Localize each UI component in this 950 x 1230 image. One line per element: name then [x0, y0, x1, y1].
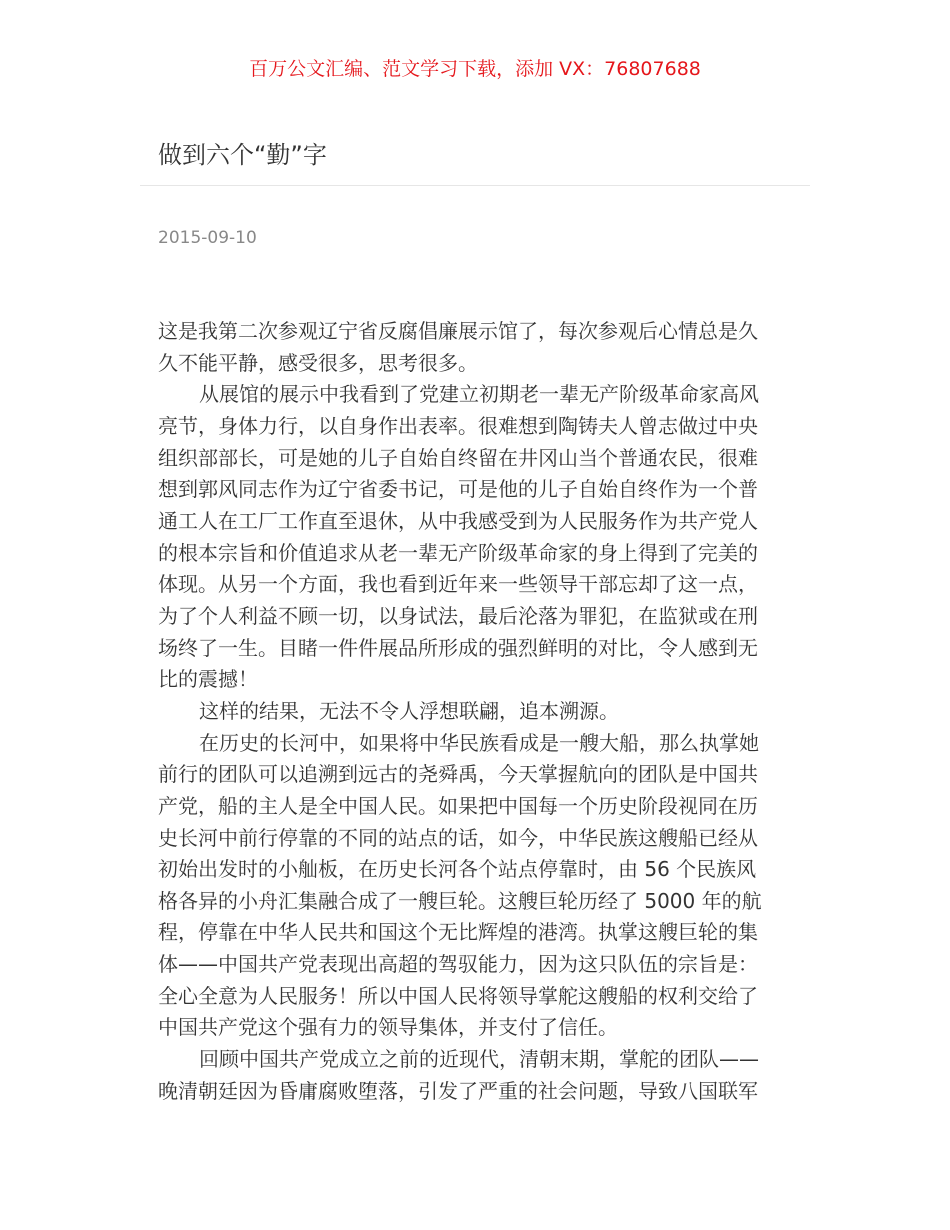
text-line: 的根本宗旨和价值追求从老一辈无产阶级革命家的身上得到了完美的 — [158, 540, 758, 565]
text-line: 这样的结果，无法不令人浮想联翩，追本溯源。 — [199, 698, 619, 723]
paragraph — [158, 696, 798, 728]
text-line: 组织部部长，可是她的儿子自始自终留在井冈山当个普通农民，很难 — [158, 445, 758, 470]
text-line: 前行的团队可以追溯到远古的尧舜禹，今天掌握航向的团队是中国共 — [158, 762, 758, 787]
text-line: 在历史的长河中，如果将中华民族看成是一艘大船，那么执掌她 — [199, 730, 759, 755]
text-line: 体现。从另一个方面，我也看到近年来一些领导干部忘却了这一点， — [158, 572, 758, 597]
paragraph — [158, 316, 798, 379]
text-line: 全心全意为人民服务！所以中国人民将领导掌舵这艘船的权利交给了 — [158, 983, 758, 1008]
text-line: 从展馆的展示中我看到了党建立初期老一辈无产阶级革命家高风 — [199, 382, 759, 407]
article-body — [158, 316, 798, 1107]
text-line: 格各异的小舟汇集融合成了一艘巨轮。这艘巨轮历经了 5000 年的航 — [158, 888, 762, 913]
text-line: 比的震撼！ — [158, 667, 258, 692]
article-date: 2015-09-10 — [158, 228, 257, 248]
text-line: 场终了一生。目睹一件件展品所形成的强烈鲜明的对比，令人感到无 — [158, 635, 758, 660]
text-line: 初始出发时的小舢板，在历史长河各个站点停靠时，由 56 个民族风 — [158, 857, 757, 882]
text-line: 想到郭风同志作为辽宁省委书记，可是他的儿子自始自终作为一个普 — [158, 477, 758, 502]
text-line: 亮节，身体力行，以自身作出表率。很难想到陶铸夫人曾志做过中央 — [158, 413, 758, 438]
text-line: 通工人在工厂工作直至退休，从中我感受到为人民服务作为共产党人 — [158, 508, 758, 533]
text-line: 这是我第二次参观辽宁省反腐倡廉展示馆了，每次参观后心情总是久 — [158, 319, 758, 343]
paragraph — [158, 1044, 798, 1107]
text-line: 体——中国共产党表现出高超的驾驭能力，因为这只队伍的宗旨是： — [158, 952, 758, 977]
text-line: 回顾中国共产党成立之前的近现代，清朝末期，掌舵的团队—— — [199, 1047, 759, 1072]
text-line: 史长河中前行停靠的不同的站点的话，如今，中华民族这艘船已经从 — [158, 825, 758, 850]
paragraph — [158, 379, 798, 696]
text-line: 产党，船的主人是全中国人民。如果把中国每一个历史阶段视同在历 — [158, 793, 758, 818]
promo-banner: 百万公文汇编、范文学习下载，添加 VX：76807688 — [249, 58, 701, 80]
article-title: 做到六个“勤”字 — [158, 141, 327, 169]
text-line: 久不能平静，感受很多，思考很多。 — [158, 350, 478, 375]
title-divider — [140, 185, 810, 186]
text-line: 晚清朝廷因为昏庸腐败堕落，引发了严重的社会问题，导致八国联军 — [158, 1078, 758, 1103]
text-line: 为了个人利益不顾一切，以身试法，最后沦落为罪犯，在监狱或在刑 — [158, 603, 758, 628]
text-line: 中国共产党这个强有力的领导集体，并支付了信任。 — [158, 1015, 618, 1040]
paragraph — [158, 728, 798, 1045]
text-line: 程，停靠在中华人民共和国这个无比辉煌的港湾。执掌这艘巨轮的集 — [158, 920, 758, 945]
